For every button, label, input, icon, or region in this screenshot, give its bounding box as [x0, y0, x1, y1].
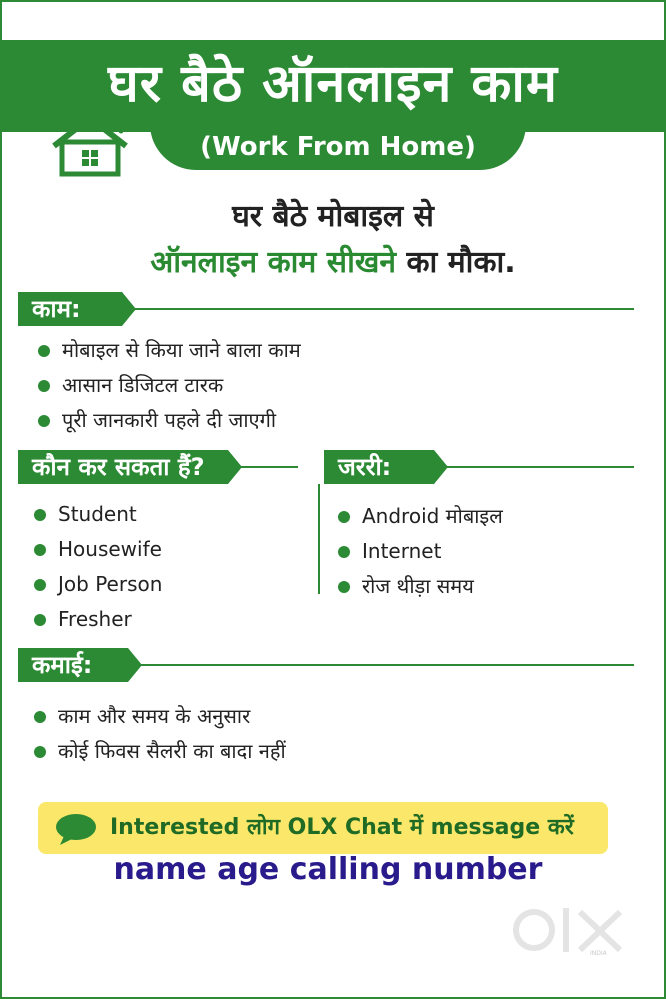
list-item: Android मोबाइल: [334, 502, 503, 537]
earning-section-rule: [132, 664, 634, 666]
list-item: Student: [30, 500, 162, 535]
intro-line-1: घर बैठे मोबाइल से: [232, 199, 434, 234]
olx-watermark-logo: [510, 904, 628, 956]
list-item: Fresher: [30, 605, 162, 640]
chat-bubble-icon: [54, 812, 98, 846]
intro-line-2: [0, 240, 666, 281]
column-divider: [318, 484, 320, 594]
required-section-rule: [438, 466, 634, 468]
list-item: Internet: [334, 537, 503, 572]
required-section-tag: [324, 450, 434, 484]
earning-section-title: कमाई:: [32, 651, 93, 679]
list-item: पूरी जानकारी पहले दी जाएगी: [34, 406, 301, 441]
list-item: रोज थीड़ा समय: [334, 572, 503, 607]
list-item: Housewife: [30, 535, 162, 570]
olx-watermark-sub: INDIA: [590, 950, 607, 957]
work-list: [34, 336, 301, 441]
intro-highlight: ऑनलाइन काम सीखने: [150, 245, 397, 280]
who-section-rule: [232, 466, 298, 468]
earning-section-tag: [18, 648, 128, 682]
list-item: मोबाइल से किया जाने बाला काम: [34, 336, 301, 371]
list-item: आसान डिजिटल टारक: [34, 371, 301, 406]
poster-title: घर बैठे ऑनलाइन काम: [108, 54, 558, 114]
contact-info-line: name age calling number: [113, 852, 543, 887]
work-section-title: काम:: [32, 295, 81, 323]
who-section-title: कौन कर सकता हैं?: [32, 453, 205, 481]
list-item: काम और समय के अनुसार: [30, 702, 286, 737]
house-wifi-icon: [48, 112, 144, 178]
who-section-tag: [18, 450, 228, 484]
intro-rest: का मौका.: [396, 245, 516, 280]
work-section-rule: [120, 308, 634, 310]
subtitle-pill: [150, 124, 526, 170]
cta-text: Interested लोग OLX Chat में message करें: [110, 815, 574, 840]
poster-subtitle: (Work From Home): [200, 132, 476, 162]
list-item: Job Person: [30, 570, 162, 605]
required-list: [334, 502, 503, 607]
earning-list: [30, 702, 286, 772]
cta-banner: [38, 802, 608, 854]
work-section-tag: [18, 292, 122, 326]
required-section-title: जररी:: [338, 453, 392, 481]
list-item: कोई फिवस सैलरी का बादा नहीं: [30, 737, 286, 772]
who-list: [30, 500, 162, 640]
